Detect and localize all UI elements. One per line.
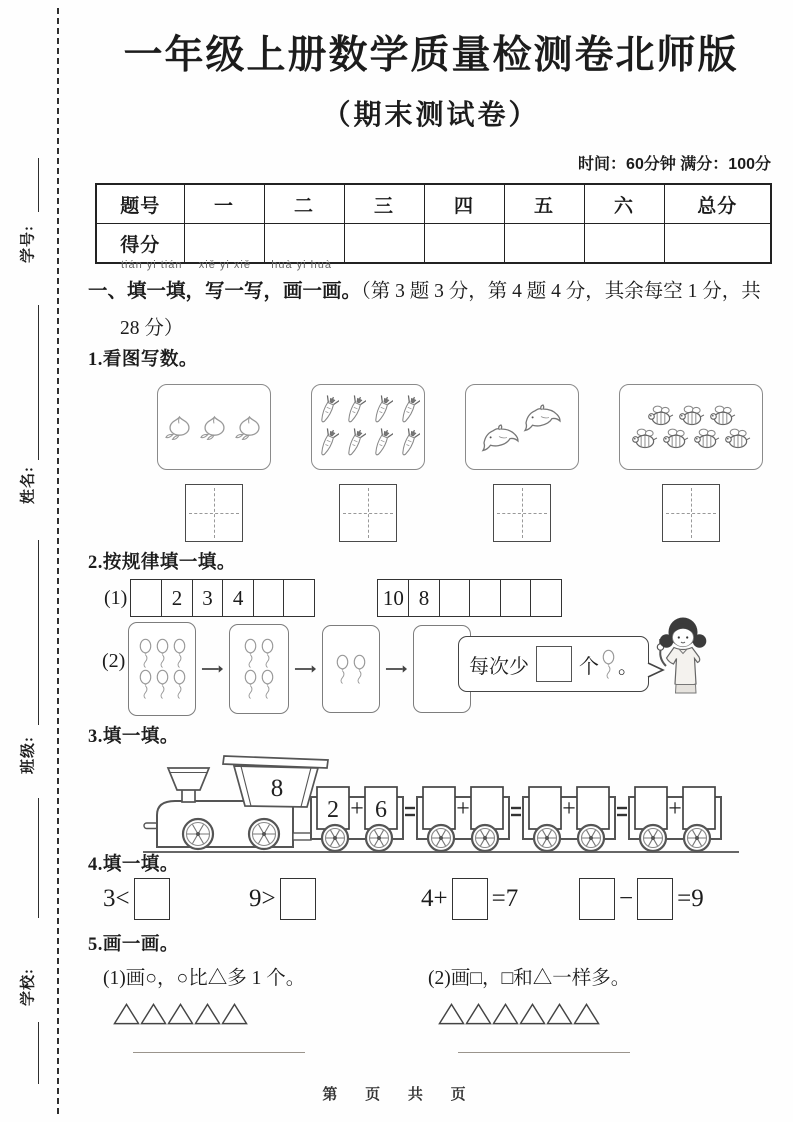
score-cell-empty	[584, 224, 664, 264]
triangle-icon	[140, 1002, 167, 1026]
strip-cell: 10	[377, 579, 409, 617]
score-table-header-cell: 题号	[96, 184, 184, 224]
balloon-icon	[172, 669, 187, 700]
score-cell-empty	[504, 224, 584, 264]
q2-label: 2.按规律填一填。	[88, 553, 236, 573]
triangle-icon	[221, 1002, 248, 1026]
svg-text:6: 6	[375, 797, 387, 823]
triangle-icon	[194, 1002, 221, 1026]
bee-icon	[709, 404, 736, 427]
score-cell-empty	[264, 224, 344, 264]
sidebar-field-label: 学号:	[20, 225, 37, 263]
writing-grid	[185, 484, 243, 542]
bee-icon	[724, 427, 751, 450]
carrot-icon	[316, 394, 339, 427]
strip-cell: 8	[408, 579, 440, 617]
answer-box	[280, 878, 316, 920]
exam-info: 时间：60分钟 满分：100分	[578, 156, 771, 173]
bee-icon	[647, 404, 674, 427]
strip-cell: 2	[161, 579, 193, 617]
q2-part1-label: (1)	[104, 586, 128, 609]
balloon-icon	[138, 669, 153, 700]
bubble-balloon-icon	[601, 649, 616, 680]
speech-bubble	[458, 636, 649, 692]
arrow-icon	[294, 663, 317, 675]
q4-item: 4+ =7	[421, 878, 518, 920]
sidebar-field-line	[38, 1022, 39, 1084]
score-row-label: 得分	[96, 224, 184, 264]
triangle-row-1	[113, 1002, 423, 1026]
score-table-header-cell: 二	[264, 184, 344, 224]
bubble-period: 。	[618, 655, 638, 678]
answer-box	[452, 878, 488, 920]
binding-dashed-line	[57, 8, 59, 1114]
picture-box-dolphins	[465, 384, 579, 470]
strip-cell	[530, 579, 562, 617]
answer-line	[133, 1052, 305, 1053]
balloon-icon	[243, 638, 258, 669]
score-table-header-cell: 六	[584, 184, 664, 224]
carrot-icon	[397, 394, 420, 427]
dolphin-icon	[480, 423, 522, 454]
carrot-icon	[343, 394, 366, 427]
q1-label: 1.看图写数。	[88, 350, 198, 370]
page-title: 一年级上册数学质量检测卷北师版	[123, 34, 739, 77]
writing-grid	[662, 484, 720, 542]
q1-group-dolphins	[465, 384, 579, 542]
sidebar-field-label: 学校:	[20, 968, 37, 1006]
q4-label: 4.填一填。	[88, 855, 179, 875]
peach-icon	[199, 414, 230, 441]
svg-text:+: +	[562, 796, 576, 822]
bee-icon	[662, 427, 689, 450]
triangle-icon	[465, 1002, 492, 1026]
q4-item: 9>	[249, 878, 320, 920]
score-table-header-cell: 总分	[664, 184, 771, 224]
girl-illustration	[648, 614, 718, 721]
triangle-icon	[573, 1002, 600, 1026]
sidebar-field-line	[38, 540, 39, 725]
score-cell-empty	[424, 224, 504, 264]
picture-box-peaches	[157, 384, 271, 470]
q2-part2	[102, 622, 471, 716]
arrow-icon	[201, 663, 224, 675]
q3-label: 3.填一填。	[88, 727, 179, 747]
strip-cell	[439, 579, 471, 617]
balloon-icon	[243, 669, 258, 700]
balloon-box	[322, 625, 380, 713]
sidebar-field-label: 班级:	[20, 736, 37, 774]
balloon-icon	[155, 638, 170, 669]
writing-grid	[493, 484, 551, 542]
carrot-icon	[397, 427, 420, 460]
score-table-header-cell: 一	[184, 184, 264, 224]
balloon-icon	[172, 638, 187, 669]
section-heading-bold: 一、填一填，写一写，画一画。	[88, 280, 362, 302]
section-one-heading	[88, 275, 761, 303]
answer-box	[579, 878, 615, 920]
q5-label: 5.画一画。	[88, 935, 179, 955]
sidebar-field-line	[38, 158, 39, 212]
q4-item: 3<	[103, 878, 174, 920]
sidebar-field-label: 姓名:	[20, 466, 37, 504]
balloon-icon	[601, 649, 616, 680]
svg-text:+: +	[668, 796, 682, 822]
answer-box	[134, 878, 170, 920]
q5-part1-text: (1)画○，○比△多 1 个。	[103, 968, 306, 989]
answer-box	[637, 878, 673, 920]
pinyin-caption: tián yi tián xiě yi xiě huà yi huà	[121, 259, 332, 271]
sidebar-field-line	[38, 305, 39, 460]
carrot-icon	[370, 394, 393, 427]
page-subtitle: （期末测试卷）	[322, 99, 540, 130]
balloon-icon	[138, 638, 153, 669]
strip-cell	[469, 579, 501, 617]
score-table-header-cell: 三	[344, 184, 424, 224]
score-table-header-cell: 四	[424, 184, 504, 224]
peach-icon	[164, 414, 195, 441]
bubble-text-1: 每次少	[469, 655, 529, 678]
sidebar-field-line	[38, 798, 39, 918]
bubble-answer-box	[536, 646, 572, 682]
dolphin-icon	[522, 403, 564, 434]
q1-figures	[157, 384, 763, 542]
answer-line	[458, 1052, 630, 1053]
bubble-text-2: 个	[579, 655, 599, 678]
strip-cell	[253, 579, 285, 617]
picture-box-bees	[619, 384, 763, 470]
q2-part2-label: (2)	[102, 650, 126, 672]
triangle-row-2	[438, 1002, 748, 1026]
bee-icon	[631, 427, 658, 450]
writing-grid	[339, 484, 397, 542]
strip-cell: 3	[192, 579, 224, 617]
q5-part2	[428, 962, 748, 1053]
strip-cell	[500, 579, 532, 617]
svg-text:+: +	[456, 796, 470, 822]
carrot-icon	[343, 427, 366, 460]
balloon-icon	[260, 669, 275, 700]
q1-group-bees	[619, 384, 763, 542]
triangle-icon	[438, 1002, 465, 1026]
bee-icon	[693, 427, 720, 450]
score-cell-empty	[184, 224, 264, 264]
balloon-icon	[155, 669, 170, 700]
balloon-box	[229, 624, 289, 714]
svg-text:8: 8	[270, 775, 284, 802]
score-cell-empty	[664, 224, 771, 264]
number-strip-2	[377, 579, 562, 617]
q1-group-carrots	[311, 384, 425, 542]
strip-cell	[130, 579, 162, 617]
strip-cell: 4	[222, 579, 254, 617]
balloon-sequence	[128, 622, 471, 716]
triangle-icon	[492, 1002, 519, 1026]
balloon-icon	[352, 654, 367, 685]
section-heading-line2: 28 分）	[120, 318, 184, 339]
triangle-icon	[167, 1002, 194, 1026]
q4-item: − =9	[575, 878, 704, 920]
balloon-box	[128, 622, 196, 716]
svg-text:+: +	[350, 796, 364, 822]
q5-part1	[103, 962, 423, 1053]
triangle-icon	[519, 1002, 546, 1026]
q5-part2-text: (2)画□，□和△一样多。	[428, 968, 631, 989]
q1-group-peaches	[157, 384, 271, 542]
balloon-icon	[260, 638, 275, 669]
arrow-icon	[385, 663, 408, 675]
triangle-icon	[113, 1002, 140, 1026]
peach-icon	[234, 414, 265, 441]
score-cell-empty	[344, 224, 424, 264]
page-footer: 第 页 共 页	[322, 1087, 471, 1103]
q4-row	[103, 878, 763, 928]
train-figure	[141, 751, 741, 860]
picture-box-carrots	[311, 384, 425, 470]
bee-icon	[678, 404, 705, 427]
carrot-icon	[316, 427, 339, 460]
q2-part1	[104, 579, 562, 617]
score-table-header-cell: 五	[504, 184, 584, 224]
section-heading-scores: （第 3 题 3 分，第 4 题 4 分，其余每空 1 分，共	[361, 281, 761, 302]
svg-text:2: 2	[327, 797, 339, 823]
score-table	[95, 183, 772, 264]
strip-cell	[283, 579, 315, 617]
number-strip-1	[130, 579, 315, 617]
carrot-icon	[370, 427, 393, 460]
balloon-icon	[335, 654, 350, 685]
triangle-icon	[546, 1002, 573, 1026]
